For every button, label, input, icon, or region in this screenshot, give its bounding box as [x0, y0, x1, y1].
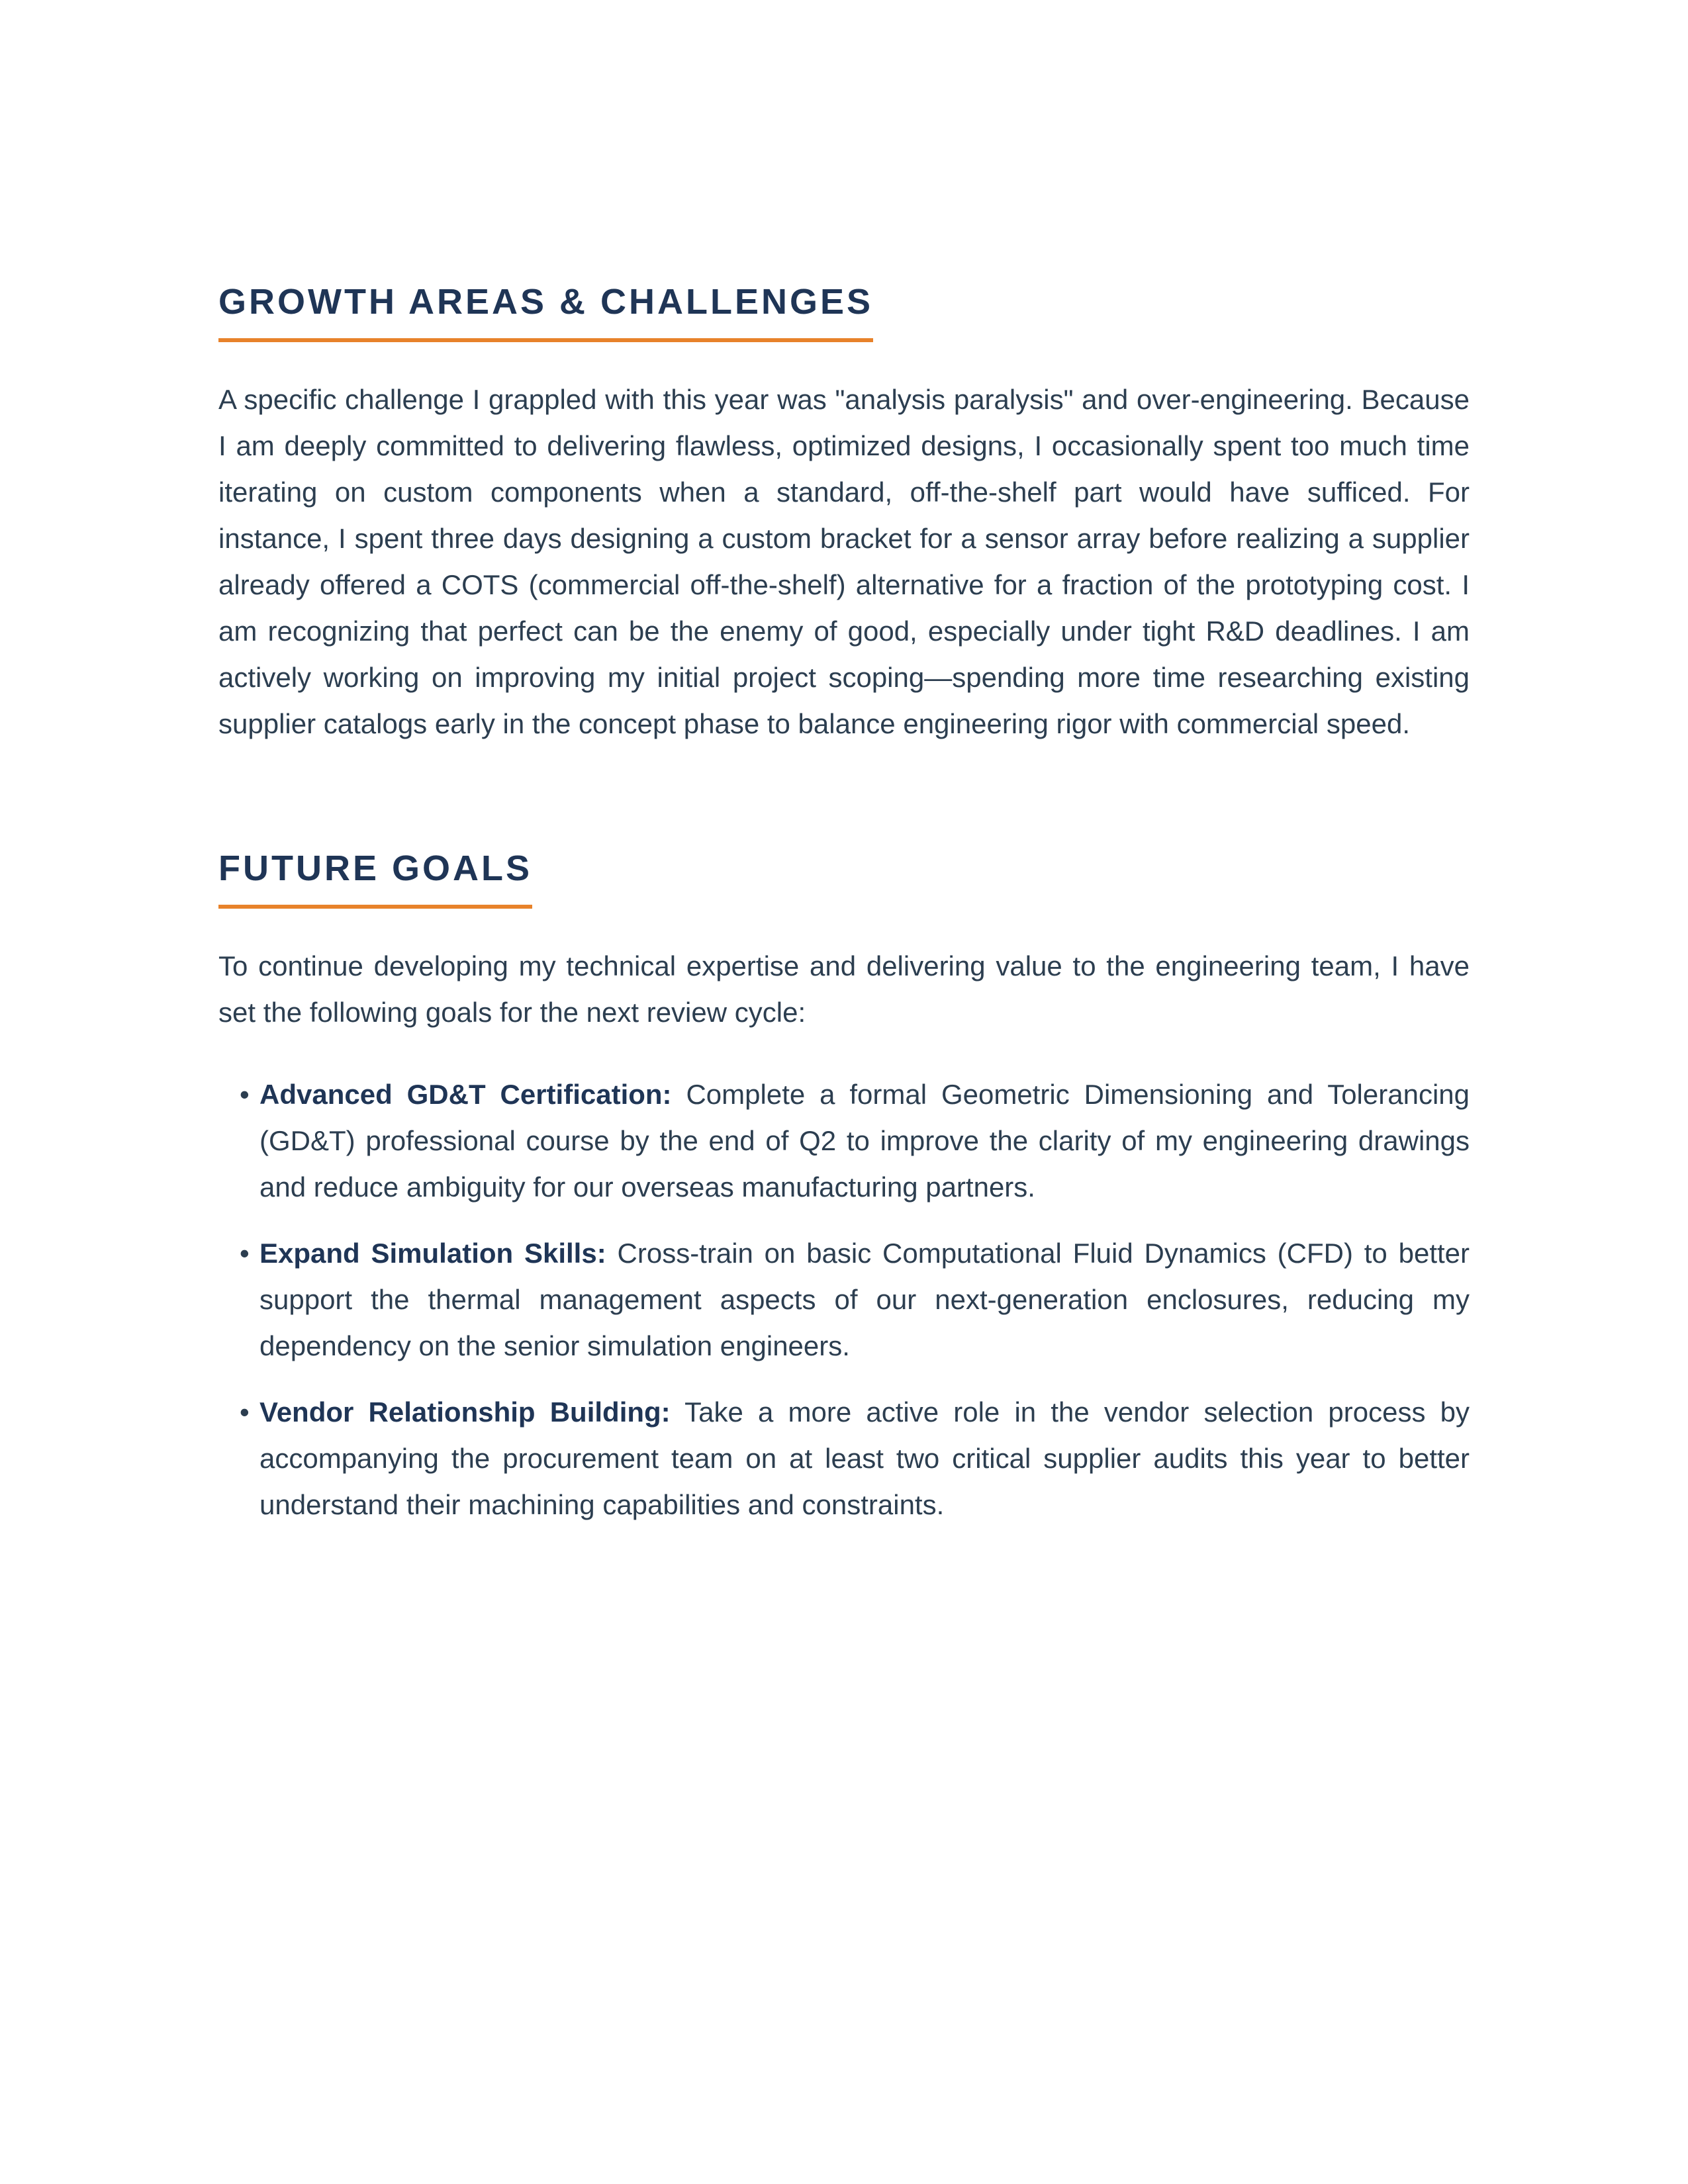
goal-text: Cross-train on basic Computational Fluid Dynamics (CFD) to better support the thermal management aspects of our next-generation enclosures, reducing my dependency on the senior simulation engineers. [259, 1238, 1470, 1362]
goal-text: Complete a formal Geometric Dimensioning and Tolerancing (GD&T) professional course by the end of Q2 to improve the clarity of my engineering drawings and reduce ambiguity for our overseas manufacturing partners. [259, 1079, 1470, 1203]
goal-item [218, 1230, 1470, 1369]
document-page [218, 281, 1470, 1548]
bullet-icon: • [240, 1396, 250, 1428]
goal-text: Take a more active role in the vendor selection process by accompanying the procurement team on at least two critical supplier audits this year to better understand their machining capabilities and constraints. [259, 1396, 1470, 1521]
bullet-icon: • [240, 1079, 250, 1111]
future-goals-section [218, 848, 1470, 1528]
growth-section [218, 281, 1470, 747]
growth-paragraph: A specific challenge I grappled with this year was "analysis paralysis" and over-engineering. Because I am deeply committed to delivering flawless, optimized designs, I occasionally spent too much time iterating on custom components when a standard, off-the-shelf part would have sufficed. For instance, I spent three days designing a custom bracket for a sensor array before realizing a supplier already offered a COTS (commercial off-the-shelf) alternative for a fraction of the prototyping cost. I am recognizing that perfect can be the enemy of good, especially under tight R&D deadlines. I am actively working on improving my initial project scoping—spending more time researching existing supplier catalogs early in the concept phase to balance engineering rigor with commercial speed. [218, 384, 1470, 740]
goal-item [218, 1389, 1470, 1528]
goal-list [218, 1071, 1470, 1528]
goal-title: Expand Simulation Skills: [259, 1238, 606, 1269]
goal-item [218, 1071, 1470, 1210]
future-goals-intro: To continue developing my technical expertise and delivering value to the engineering team, I have set the following goals for the next review cycle: [218, 950, 1470, 1028]
goal-title: Vendor Relationship Building: [259, 1396, 671, 1428]
future-goals-heading: FUTURE GOALS [218, 848, 532, 909]
growth-heading: GROWTH AREAS & CHALLENGES [218, 281, 873, 342]
goal-title: Advanced GD&T Certification: [259, 1079, 672, 1111]
bullet-icon: • [240, 1238, 250, 1269]
